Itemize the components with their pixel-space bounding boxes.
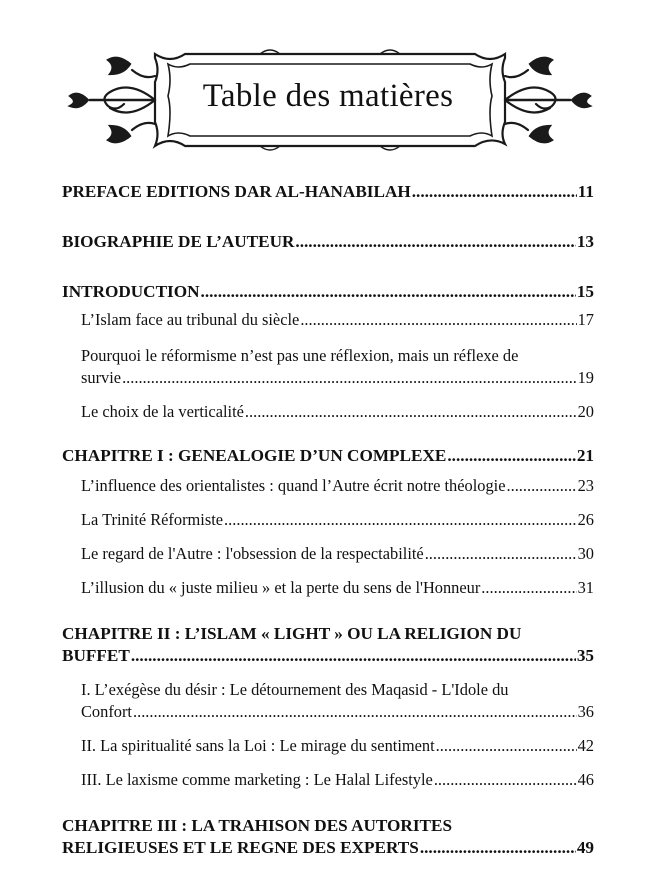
toc-entry-label-line1: CHAPITRE II : L’ISLAM « LIGHT » OU LA RELIGION DU	[62, 624, 522, 643]
toc-leader-dots	[412, 182, 577, 202]
toc-page-number: 20	[577, 402, 594, 421]
table-of-contents	[62, 182, 594, 870]
toc-entry-label: CHAPITRE I : GENEALOGIE D’UN COMPLEXE	[62, 446, 447, 465]
toc-page-number: 49	[576, 838, 594, 857]
toc-entry-label: RELIGIEUSES ET LE REGNE DES EXPERTS	[62, 838, 419, 857]
toc-entry-label: BIOGRAPHIE DE L’AUTEUR	[62, 232, 295, 251]
toc-subentry[interactable]	[62, 770, 594, 790]
toc-leader-dots	[420, 838, 576, 858]
toc-subentry[interactable]	[62, 402, 594, 422]
toc-leader-dots	[245, 402, 577, 422]
toc-page-number: 19	[577, 368, 594, 387]
toc-entry-label: BUFFET	[62, 646, 130, 665]
toc-entry-biographie[interactable]	[62, 232, 594, 252]
toc-page-number: 15	[576, 282, 594, 301]
toc-page-number: 42	[577, 736, 594, 755]
toc-leader-dots	[300, 310, 576, 330]
toc-entry-label: survie	[81, 368, 122, 387]
toc-entry-chapitre-3[interactable]	[62, 814, 594, 858]
toc-subentry[interactable]	[62, 544, 594, 564]
toc-entry-preface[interactable]	[62, 182, 594, 202]
toc-page-number: 31	[577, 578, 594, 597]
toc-entry-label: La Trinité Réformiste	[81, 510, 224, 529]
toc-leader-dots	[434, 770, 577, 790]
toc-entry-label: Le regard de l'Autre : l'obsession de la respectabilité	[81, 544, 424, 563]
toc-leader-dots	[425, 544, 577, 564]
toc-page-number: 23	[577, 476, 594, 495]
toc-page-number: 26	[577, 510, 594, 529]
toc-page-number: 30	[577, 544, 594, 563]
toc-subentry[interactable]	[62, 510, 594, 530]
toc-subentry[interactable]	[62, 310, 594, 330]
toc-leader-dots	[436, 736, 577, 756]
toc-entry-label-line1: Pourquoi le réformisme n’est pas une réflexion, mais un réflexe de	[81, 346, 519, 365]
toc-subentry[interactable]	[62, 736, 594, 756]
toc-leader-dots	[295, 232, 575, 252]
toc-page-number: 11	[577, 182, 594, 201]
toc-entry-label-line1: CHAPITRE III : LA TRAHISON DES AUTORITES	[62, 816, 453, 835]
toc-leader-dots	[224, 510, 577, 530]
toc-entry-label: III. Le laxisme comme marketing : Le Halal Lifestyle	[81, 770, 433, 789]
toc-page-number: 36	[577, 702, 594, 721]
toc-page-number: 13	[576, 232, 594, 251]
toc-entry-label: Le choix de la verticalité	[81, 402, 244, 421]
toc-subentry[interactable]	[62, 344, 594, 388]
page-title: Table des matières	[202, 78, 454, 114]
toc-subentry[interactable]	[62, 578, 594, 598]
toc-page-number: 46	[577, 770, 594, 789]
toc-entry-chapitre-1[interactable]	[62, 446, 594, 466]
toc-page-number: 21	[576, 446, 594, 465]
toc-entry-label: II. La spiritualité sans la Loi : Le mirage du sentiment	[81, 736, 435, 755]
toc-entry-label: L’Islam face au tribunal du siècle	[81, 310, 300, 329]
toc-leader-dots	[122, 368, 577, 388]
toc-leader-dots	[201, 282, 576, 302]
toc-entry-label: Confort	[81, 702, 132, 721]
toc-page-number: 17	[577, 310, 594, 329]
toc-leader-dots	[131, 646, 576, 666]
toc-leader-dots	[481, 578, 576, 598]
toc-page-number: 35	[576, 646, 594, 665]
toc-entry-introduction[interactable]	[62, 282, 594, 302]
toc-entry-label-line1: I. L’exégèse du désir : Le détournement des Maqasid - L'Idole du	[81, 680, 509, 699]
toc-entry-label: PREFACE EDITIONS DAR AL-HANABILAH	[62, 182, 411, 201]
toc-entry-label: INTRODUCTION	[62, 282, 200, 301]
toc-subentry[interactable]	[62, 678, 594, 722]
toc-leader-dots	[447, 446, 575, 466]
toc-subentry[interactable]	[62, 476, 594, 496]
toc-entry-label: L’influence des orientalistes : quand l’Autre écrit notre théologie	[81, 476, 506, 495]
toc-entry-chapitre-2[interactable]	[62, 622, 594, 666]
toc-entry-label: L’illusion du « juste milieu » et la perte du sens de l'Honneur	[81, 578, 481, 597]
toc-leader-dots	[133, 702, 577, 722]
toc-leader-dots	[507, 476, 577, 496]
